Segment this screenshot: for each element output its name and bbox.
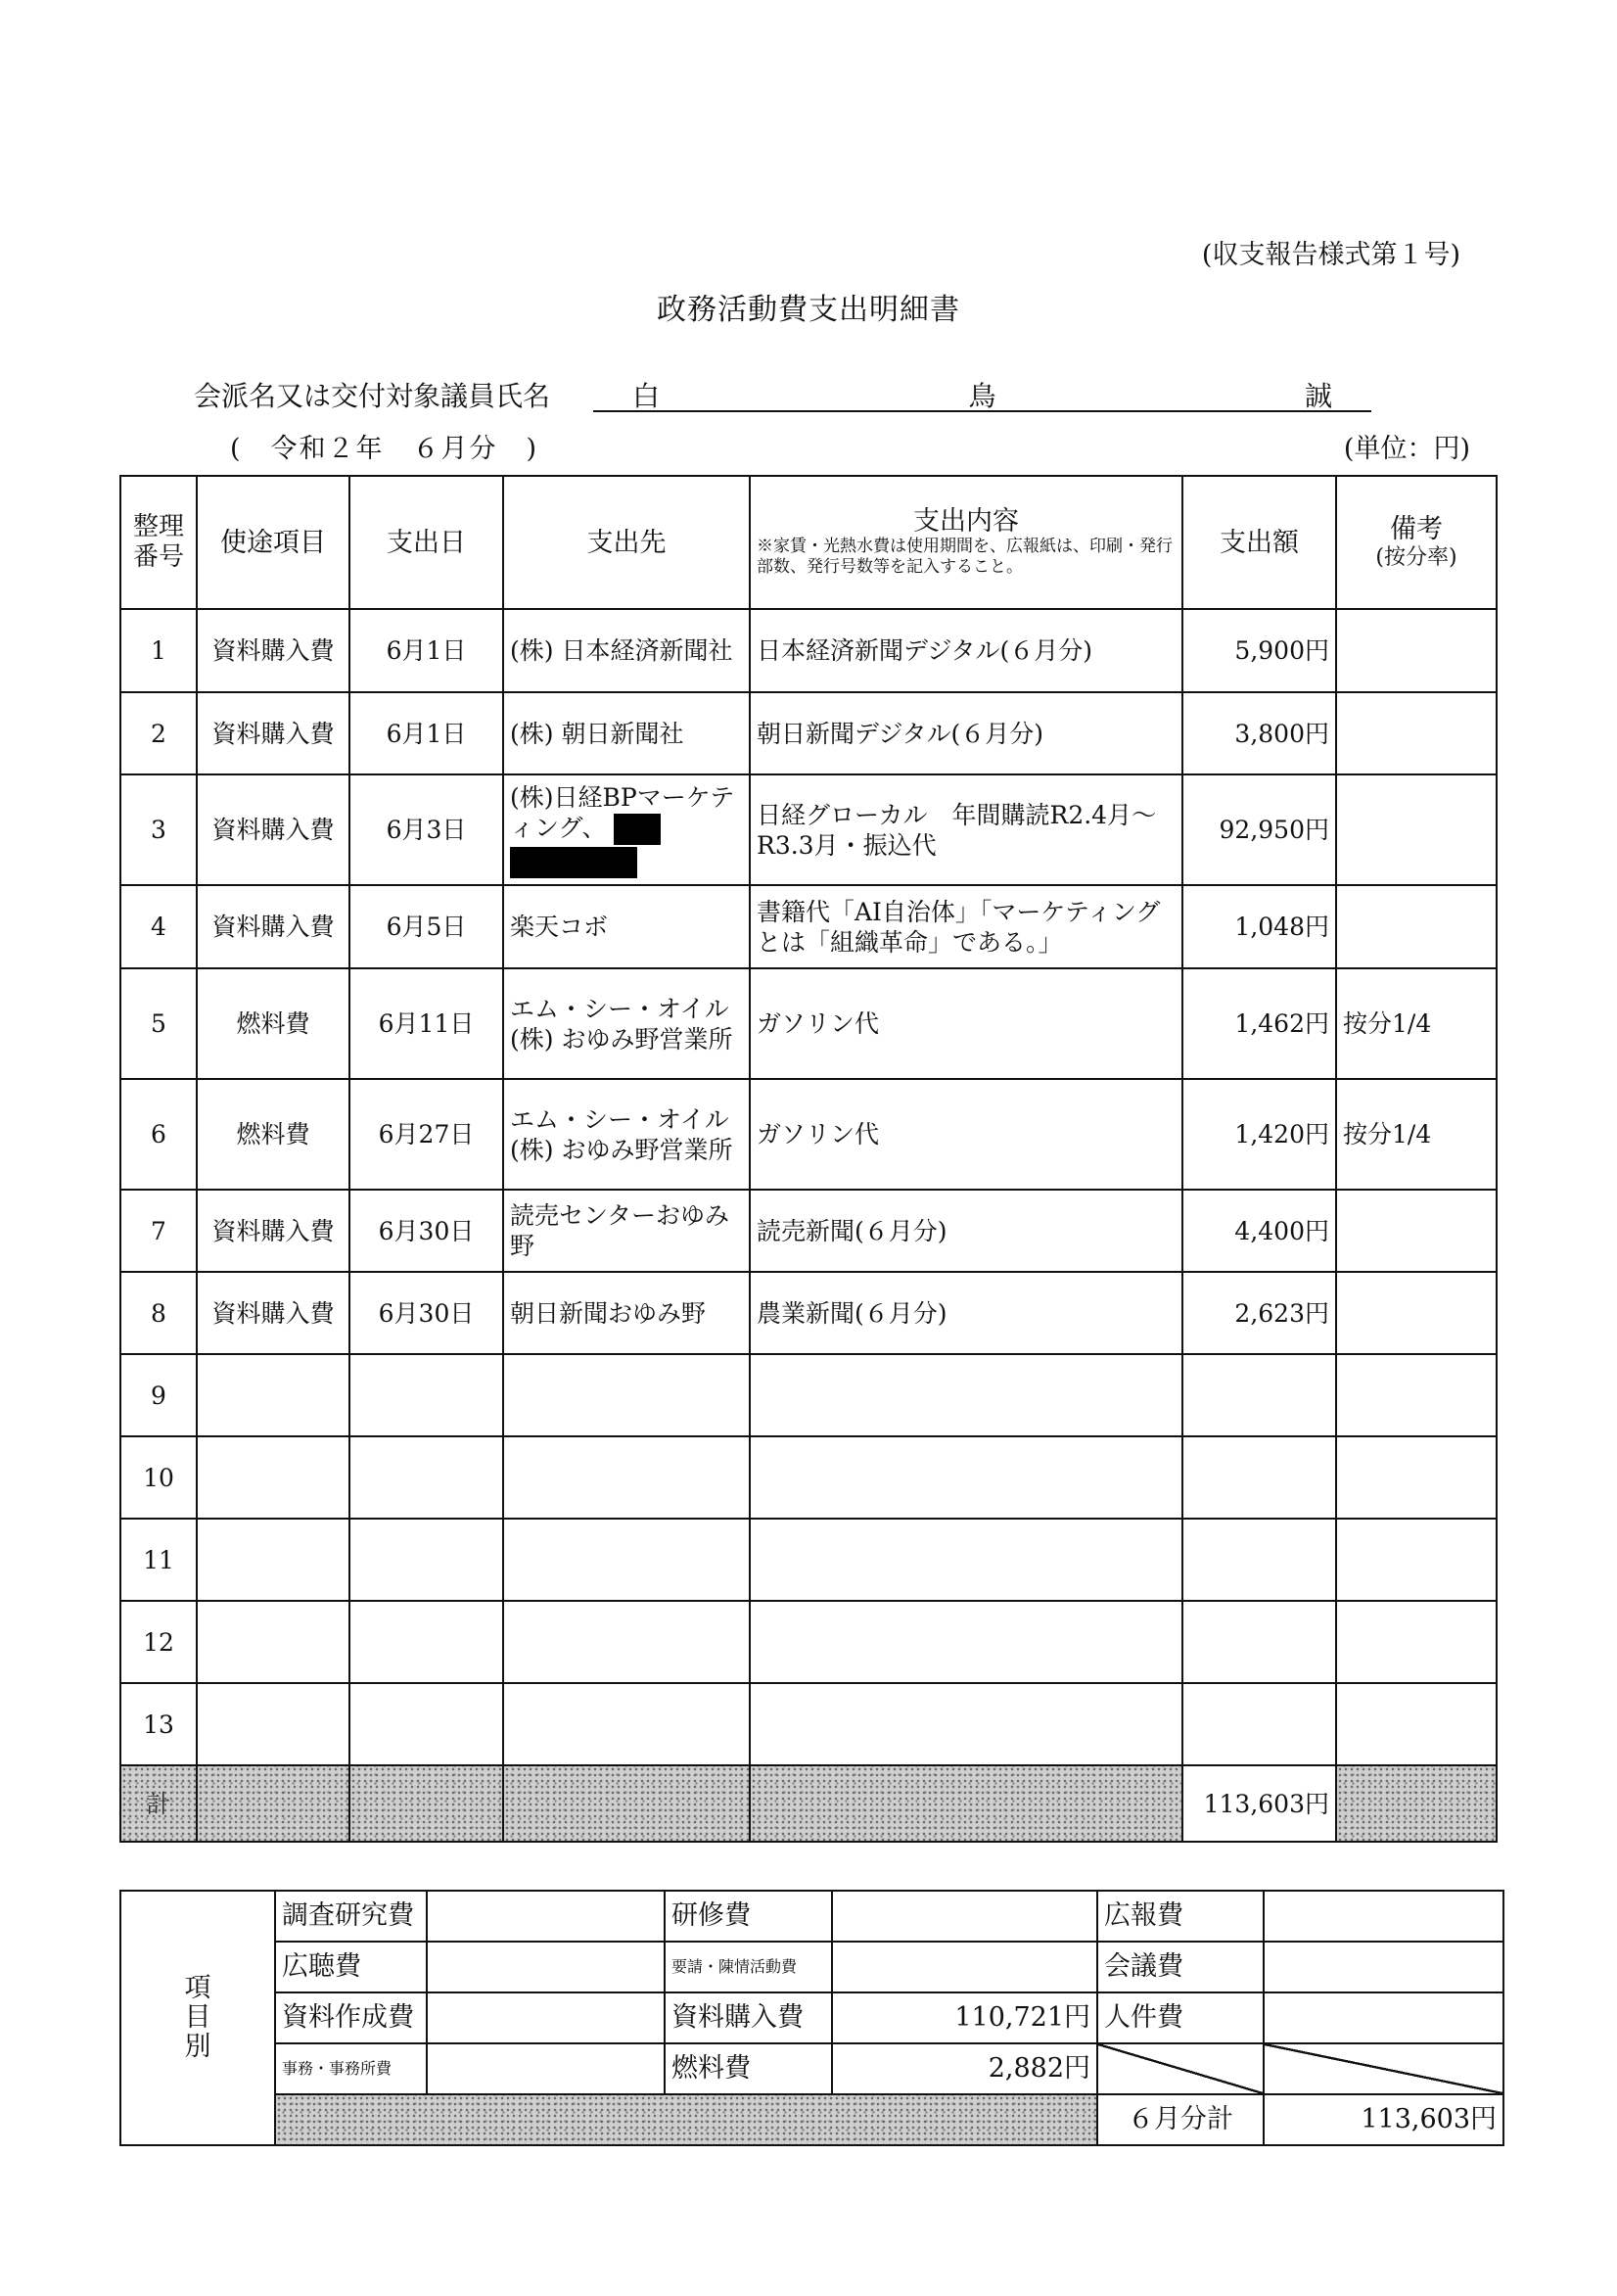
table-row <box>120 1683 1497 1765</box>
cell-payee <box>503 1436 750 1519</box>
summary-label-personnel: 人件費 <box>1097 1992 1264 2043</box>
header-payee: 支出先 <box>503 476 750 609</box>
cell-number: 8 <box>120 1272 197 1354</box>
cell-number: 13 <box>120 1683 197 1765</box>
summary-side-label: 項目別 <box>120 1891 275 2145</box>
cell-remarks <box>1336 1354 1497 1436</box>
description-title: 支出内容 <box>913 506 1019 537</box>
cell-amount: 92,950円 <box>1182 774 1336 885</box>
member-name <box>593 375 1371 412</box>
payee-text: (株)日経BPマーケティング、 <box>510 782 735 842</box>
diagonal-strike-cell <box>1097 2043 1264 2094</box>
cell-remarks: 按分1/4 <box>1336 968 1497 1079</box>
cell-amount <box>1182 1519 1336 1601</box>
table-row <box>120 1079 1497 1190</box>
summary-value-pr <box>1264 1891 1503 1942</box>
summary-label-monthly-total: ６月分計 <box>1097 2094 1264 2145</box>
cell-category <box>197 1436 349 1519</box>
cell-remarks <box>1336 1519 1497 1601</box>
cell-remarks <box>1336 692 1497 774</box>
cell-date: 6月27日 <box>349 1079 503 1190</box>
header-remarks: 備考 (按分率) <box>1336 476 1497 609</box>
cell-number: 1 <box>120 609 197 692</box>
summary-value-fuel: 2,882円 <box>832 2043 1097 2094</box>
cell-date: 6月30日 <box>349 1272 503 1354</box>
cell-remarks <box>1336 1436 1497 1519</box>
cell-category: 資料購入費 <box>197 1272 349 1354</box>
cell-category: 資料購入費 <box>197 692 349 774</box>
cell-payee <box>503 1601 750 1683</box>
cell-payee: 楽天コボ <box>503 885 750 968</box>
cell-date: 6月5日 <box>349 885 503 968</box>
cell-amount <box>1182 1436 1336 1519</box>
cell-number: 12 <box>120 1601 197 1683</box>
header-date: 支出日 <box>349 476 503 609</box>
header-number: 整理番号 <box>120 476 197 609</box>
cell-payee: 朝日新聞おゆみ野 <box>503 1272 750 1354</box>
shaded-cell <box>197 1765 349 1842</box>
cell-amount: 1,420円 <box>1182 1079 1336 1190</box>
cell-payee <box>503 774 750 885</box>
expense-table <box>119 475 1498 1843</box>
cell-date: 6月3日 <box>349 774 503 885</box>
cell-description: 日本経済新聞デジタル(６月分) <box>750 609 1182 692</box>
cell-amount: 2,623円 <box>1182 1272 1336 1354</box>
cell-amount: 1,048円 <box>1182 885 1336 968</box>
cell-description: 朝日新聞デジタル(６月分) <box>750 692 1182 774</box>
cell-category: 資料購入費 <box>197 885 349 968</box>
cell-payee: エム・シー・オイル (株) おゆみ野営業所 <box>503 1079 750 1190</box>
cell-date: 6月1日 <box>349 692 503 774</box>
cell-payee <box>503 1683 750 1765</box>
cell-number: 6 <box>120 1079 197 1190</box>
cell-remarks <box>1336 1272 1497 1354</box>
summary-value-petition <box>832 1942 1097 1992</box>
total-label: 計 <box>120 1765 197 1842</box>
summary-label-meeting: 会議費 <box>1097 1942 1264 1992</box>
cell-description: 書籍代「AI自治体」「マーケティングとは「組織革命」である。」 <box>750 885 1182 968</box>
summary-value-personnel <box>1264 1992 1503 2043</box>
cell-category <box>197 1601 349 1683</box>
cell-remarks: 按分1/4 <box>1336 1079 1497 1190</box>
table-row <box>120 1190 1497 1272</box>
redaction-mark <box>614 814 661 845</box>
summary-value-research <box>427 1891 665 1942</box>
member-name-part: 鳥 <box>968 380 996 412</box>
cell-amount <box>1182 1683 1336 1765</box>
cell-date: 6月1日 <box>349 609 503 692</box>
cell-number: 2 <box>120 692 197 774</box>
member-name-part: 誠 <box>1304 380 1332 412</box>
cell-remarks <box>1336 885 1497 968</box>
shaded-cell <box>1336 1765 1497 1842</box>
summary-value-materials-purchase: 110,721円 <box>832 1992 1097 2043</box>
cell-category: 燃料費 <box>197 1079 349 1190</box>
unit-label: (単位：円) <box>1343 434 1470 464</box>
cell-number: 4 <box>120 885 197 968</box>
cell-date <box>349 1683 503 1765</box>
summary-value-training <box>832 1891 1097 1942</box>
cell-number: 9 <box>120 1354 197 1436</box>
cell-remarks <box>1336 609 1497 692</box>
summary-label-training: 研修費 <box>665 1891 832 1942</box>
cell-category <box>197 1354 349 1436</box>
cell-remarks <box>1336 1190 1497 1272</box>
cell-number: 7 <box>120 1190 197 1272</box>
cell-payee: エム・シー・オイル (株) おゆみ野営業所 <box>503 968 750 1079</box>
cell-description: 日経グローカル 年間購読R2.4月～R3.3月・振込代 <box>750 774 1182 885</box>
cell-payee <box>503 1354 750 1436</box>
cell-payee: (株) 朝日新聞社 <box>503 692 750 774</box>
cell-remarks <box>1336 774 1497 885</box>
cell-number: 3 <box>120 774 197 885</box>
header-description <box>750 476 1182 609</box>
table-row <box>120 774 1497 885</box>
header-amount: 支出額 <box>1182 476 1336 609</box>
cell-date <box>349 1601 503 1683</box>
table-row <box>120 1272 1497 1354</box>
total-amount: 113,603円 <box>1182 1765 1336 1842</box>
summary-label-materials-purchase: 資料購入費 <box>665 1992 832 2043</box>
cell-amount: 1,462円 <box>1182 968 1336 1079</box>
summary-label-materials-creation: 資料作成費 <box>275 1992 427 2043</box>
report-period: ( 令和２年 ６月分 ) <box>230 434 539 464</box>
table-header-row <box>120 476 1497 609</box>
cell-date: 6月11日 <box>349 968 503 1079</box>
header-category: 使途項目 <box>197 476 349 609</box>
cell-number: 11 <box>120 1519 197 1601</box>
cell-category: 資料購入費 <box>197 1190 349 1272</box>
summary-value-office <box>427 2043 665 2094</box>
table-row <box>120 885 1497 968</box>
cell-date <box>349 1436 503 1519</box>
cell-payee: (株) 日本経済新聞社 <box>503 609 750 692</box>
total-row <box>120 1765 1497 1842</box>
cell-amount: 5,900円 <box>1182 609 1336 692</box>
cell-description: 農業新聞(６月分) <box>750 1272 1182 1354</box>
summary-value-meeting <box>1264 1942 1503 1992</box>
cell-payee <box>503 1519 750 1601</box>
cell-date: 6月30日 <box>349 1190 503 1272</box>
summary-label-fuel: 燃料費 <box>665 2043 832 2094</box>
shaded-cell <box>349 1765 503 1842</box>
summary-label-pr: 広報費 <box>1097 1891 1264 1942</box>
cell-date <box>349 1519 503 1601</box>
summary-label-office: 事務・事務所費 <box>275 2043 427 2094</box>
cell-category <box>197 1519 349 1601</box>
cell-description <box>750 1436 1182 1519</box>
table-row <box>120 1601 1497 1683</box>
cell-number: 10 <box>120 1436 197 1519</box>
member-name-part: 白 <box>632 380 661 412</box>
shaded-cell <box>750 1765 1182 1842</box>
cell-description: ガソリン代 <box>750 968 1182 1079</box>
cell-payee: 読売センターおゆみ野 <box>503 1190 750 1272</box>
summary-value-monthly-total: 113,603円 <box>1264 2094 1503 2145</box>
table-row <box>120 692 1497 774</box>
cell-category: 燃料費 <box>197 968 349 1079</box>
document-title: 政務活動費支出明細書 <box>657 293 960 327</box>
cell-description <box>750 1354 1182 1436</box>
diagonal-strike-cell <box>1264 2043 1503 2094</box>
summary-label-research: 調査研究費 <box>275 1891 427 1942</box>
member-label: 会派名又は交付対象議員氏名 <box>194 380 551 412</box>
cell-category: 資料購入費 <box>197 774 349 885</box>
table-row <box>120 609 1497 692</box>
table-row <box>120 1436 1497 1519</box>
cell-remarks <box>1336 1601 1497 1683</box>
cell-amount <box>1182 1354 1336 1436</box>
description-note: ※家賃・光熱水費は使用期間を、広報紙は、印刷・発行部数、発行号数等を記入すること。 <box>757 537 1173 577</box>
cell-category <box>197 1683 349 1765</box>
cell-description: ガソリン代 <box>750 1079 1182 1190</box>
summary-label-petition: 要請・陳情活動費 <box>665 1942 832 1992</box>
cell-amount: 3,800円 <box>1182 692 1336 774</box>
member-row <box>194 375 1332 414</box>
cell-number: 5 <box>120 968 197 1079</box>
shaded-cell <box>503 1765 750 1842</box>
cell-description <box>750 1683 1182 1765</box>
category-summary-table <box>119 1890 1504 2146</box>
redaction-mark <box>510 847 637 878</box>
table-row <box>120 1519 1497 1601</box>
cell-amount: 4,400円 <box>1182 1190 1336 1272</box>
cell-category: 資料購入費 <box>197 609 349 692</box>
cell-description: 読売新聞(６月分) <box>750 1190 1182 1272</box>
table-row <box>120 968 1497 1079</box>
cell-remarks <box>1336 1683 1497 1765</box>
form-number: (収支報告様式第１号) <box>1201 240 1460 270</box>
cell-date <box>349 1354 503 1436</box>
summary-value-hearing <box>427 1942 665 1992</box>
summary-label-hearing: 広聴費 <box>275 1942 427 1992</box>
cell-description <box>750 1601 1182 1683</box>
shaded-cell <box>275 2094 1097 2145</box>
cell-amount <box>1182 1601 1336 1683</box>
summary-value-materials-creation <box>427 1992 665 2043</box>
cell-description <box>750 1519 1182 1601</box>
table-row <box>120 1354 1497 1436</box>
